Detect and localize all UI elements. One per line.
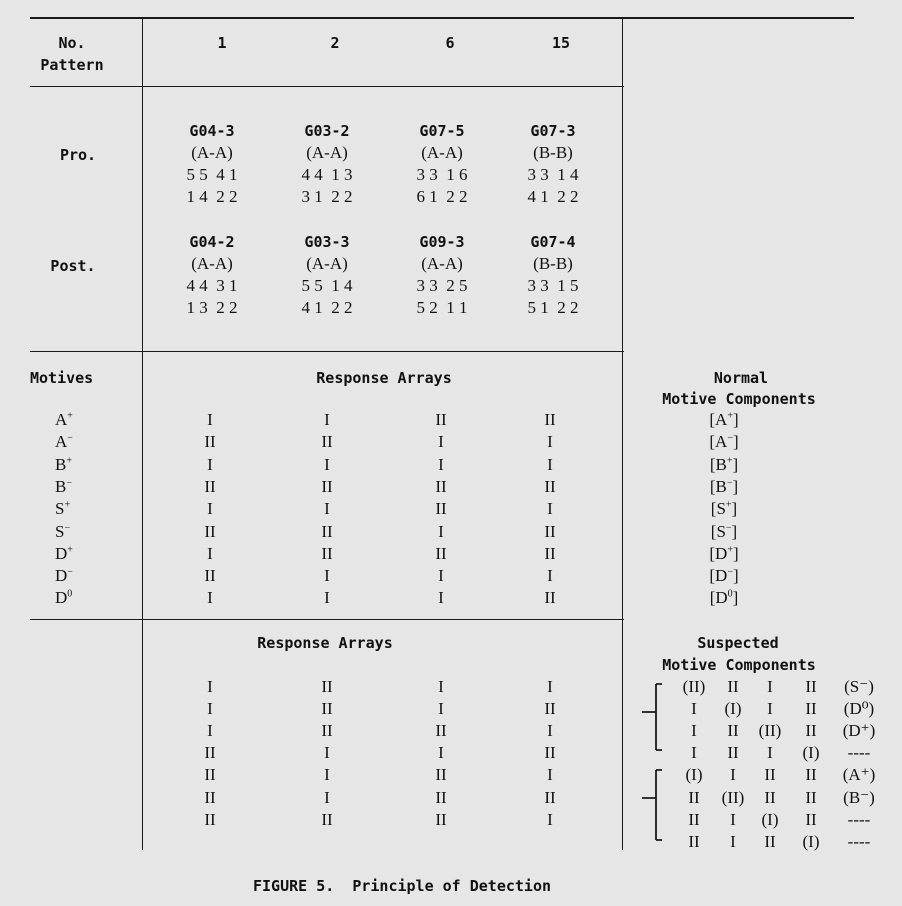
- response-value: I: [324, 410, 330, 429]
- suspected-value: (I): [802, 831, 820, 851]
- response-value: I: [438, 699, 444, 719]
- response-value: II: [321, 721, 333, 741]
- response-value: II: [204, 432, 216, 452]
- response-value: II: [435, 809, 447, 829]
- response-value: II: [544, 543, 556, 563]
- response-value: I: [547, 499, 553, 519]
- pattern-type: (A-A): [306, 254, 348, 273]
- suspected-tag: ----: [847, 831, 871, 851]
- motive-base: A: [55, 432, 68, 452]
- motive-base: B: [55, 454, 67, 474]
- suspected-motive-components-label: Motive Components: [662, 656, 816, 674]
- response-value: II: [435, 765, 447, 785]
- response-value: II: [321, 699, 333, 719]
- normal-component: $[D^0]$: [709, 588, 739, 608]
- response-value: II: [204, 566, 216, 586]
- suspected-value: (I): [685, 765, 703, 785]
- motive-sign: 0: [67, 588, 73, 600]
- response-value: I: [207, 410, 213, 429]
- response-value: I: [438, 743, 444, 763]
- suspected-value: I: [767, 677, 773, 696]
- suspected-value: I: [691, 743, 697, 763]
- pattern-digits-row: 5 5 1 4: [301, 276, 353, 295]
- motive-label: [55, 478, 72, 496]
- response-value: II: [435, 543, 447, 563]
- suspected-value: II: [727, 677, 739, 696]
- response-value: II: [204, 809, 216, 829]
- response-value: I: [324, 566, 330, 586]
- patterns-rule: [30, 351, 624, 352]
- suspected-value: I: [730, 809, 736, 829]
- motive-base: S: [55, 521, 65, 541]
- response-value: II: [435, 410, 447, 429]
- motives-rule: [30, 619, 624, 620]
- response-value: II: [204, 765, 216, 785]
- suspected-tag: ----: [847, 809, 871, 829]
- suspected-tag: (B⁻): [843, 787, 875, 807]
- normal-component: [S−]: [710, 521, 738, 541]
- component-sign: 0: [727, 588, 733, 600]
- response-value: II: [544, 787, 556, 807]
- response-value: II: [435, 721, 447, 741]
- pattern-number: 6: [445, 34, 455, 52]
- response-value: I: [547, 809, 553, 829]
- response-value: II: [544, 588, 556, 608]
- pattern-type: (B-B): [533, 254, 573, 273]
- suspected-value: (I): [761, 809, 779, 829]
- suspected-value: II: [688, 831, 700, 851]
- response-value: I: [324, 454, 330, 474]
- normal-component: [D−]: [709, 566, 739, 586]
- pattern-type: (A-A): [191, 254, 233, 273]
- motive-base: D: [55, 588, 68, 608]
- motive-label: [55, 523, 70, 541]
- pattern-code: G04-3: [189, 122, 235, 140]
- suspected-value: I: [691, 721, 697, 741]
- pattern-type: (A-A): [191, 143, 233, 162]
- suspected-value: II: [805, 677, 817, 696]
- component-base: S: [716, 499, 726, 519]
- normal-component: [B+]: [709, 454, 739, 474]
- motive-sign: +: [64, 499, 71, 511]
- normal-component: [B−]: [709, 476, 739, 496]
- response-value: I: [438, 566, 444, 586]
- pattern-number: 15: [551, 34, 571, 52]
- suspected-value: II: [727, 743, 739, 763]
- component-base: A: [715, 410, 728, 429]
- response-value: I: [547, 454, 553, 474]
- component-base: B: [715, 454, 727, 474]
- pattern-code: G07-4: [530, 233, 576, 251]
- pattern-digits-row: 1 3 2 2: [186, 298, 238, 317]
- response-value: I: [207, 721, 213, 741]
- suspected-value: II: [688, 787, 700, 807]
- motive-label: [55, 456, 72, 474]
- normal-component: [D+]: [709, 543, 739, 563]
- header-rule: [30, 86, 624, 87]
- motive-base: A: [55, 410, 68, 429]
- response-value: I: [207, 543, 213, 563]
- normal-component: [S+]: [710, 499, 738, 519]
- response-value: I: [438, 521, 444, 541]
- suspected-label: Suspected: [697, 634, 779, 652]
- suspected-tag: (D⁺): [842, 721, 876, 741]
- motive-base: B: [55, 476, 67, 496]
- response-value: I: [547, 566, 553, 586]
- pattern-code: G09-3: [419, 233, 465, 251]
- response-value: II: [321, 476, 333, 496]
- suspected-tag: (S⁻): [844, 677, 874, 696]
- pattern-code: G07-5: [419, 122, 465, 140]
- response-value: II: [544, 476, 556, 496]
- suspected-tag: ----: [847, 743, 871, 763]
- suspected-tag: (D⁰): [843, 699, 875, 719]
- component-sign: +: [726, 454, 733, 466]
- response-value: II: [435, 499, 447, 519]
- response-value: II: [204, 521, 216, 541]
- pattern-digits-row: 5 1 2 2: [527, 298, 579, 317]
- suspected-value: II: [805, 699, 817, 719]
- response-value: II: [544, 743, 556, 763]
- suspected-value: II: [764, 765, 776, 785]
- pattern-digits-row: 3 3 1 4: [527, 165, 579, 184]
- pattern-number: 2: [330, 34, 340, 52]
- response-value: I: [207, 677, 213, 696]
- pattern-digits-row: 4 4 3 1: [186, 276, 238, 295]
- pattern-digits-row: 3 1 2 2: [301, 187, 353, 206]
- suspected-value: I: [730, 831, 736, 851]
- motive-sign: +: [66, 454, 72, 466]
- pattern-digits-row: 5 2 1 1: [416, 298, 468, 317]
- pattern-digits-row: 3 3 1 6: [416, 165, 468, 184]
- component-sign: −: [727, 566, 733, 578]
- bracket-group-1: [640, 682, 664, 754]
- response-value: I: [207, 499, 213, 519]
- pattern-label: Pattern: [40, 56, 104, 74]
- motive-label: [55, 500, 70, 518]
- bracket-group-2: [640, 768, 664, 844]
- left-column-rule: [142, 17, 143, 850]
- response-value: I: [324, 588, 330, 608]
- suspected-value: I: [730, 765, 736, 785]
- normal-label: Normal: [713, 369, 769, 387]
- pattern-code: G03-2: [304, 122, 350, 140]
- motive-label: [55, 589, 72, 607]
- motive-sign: −: [66, 477, 72, 489]
- pattern-type: (A-A): [421, 143, 463, 162]
- component-base: B: [715, 476, 727, 496]
- motive-label: [55, 433, 73, 451]
- motive-base: D: [55, 543, 68, 563]
- response-value: II: [435, 787, 447, 807]
- suspected-value: II: [805, 721, 817, 741]
- pattern-code: G07-3: [530, 122, 576, 140]
- component-base: A: [715, 432, 728, 452]
- response-value: I: [547, 432, 553, 452]
- response-value: I: [324, 765, 330, 785]
- motive-sign: −: [64, 521, 71, 533]
- component-base: D: [715, 566, 728, 586]
- component-base: D: [715, 543, 728, 563]
- motive-label: [55, 411, 73, 429]
- pattern-digits-row: 4 1 2 2: [527, 187, 579, 206]
- suspected-value: I: [767, 743, 773, 763]
- response-value: II: [204, 743, 216, 763]
- pattern-code: G04-2: [189, 233, 235, 251]
- pattern-digits-row: 4 1 2 2: [301, 298, 353, 317]
- top-rule: [30, 17, 854, 19]
- response-value: II: [544, 699, 556, 719]
- right-column-rule: [622, 17, 623, 850]
- suspected-value: II: [805, 765, 817, 785]
- component-sign: −: [725, 521, 732, 533]
- pro-label: Pro.: [59, 146, 97, 164]
- component-sign: +: [725, 499, 732, 511]
- response-value: II: [544, 521, 556, 541]
- motive-label: [55, 545, 73, 563]
- response-value: I: [547, 677, 553, 696]
- response-value: I: [547, 721, 553, 741]
- pattern-type: (A-A): [421, 254, 463, 273]
- suspected-value: I: [767, 699, 773, 719]
- no-label: No.: [58, 34, 86, 52]
- response-value: II: [435, 476, 447, 496]
- response-value: I: [547, 765, 553, 785]
- response-value: I: [207, 699, 213, 719]
- pattern-digits-row: 5 5 4 1: [186, 165, 238, 184]
- response-value: I: [207, 588, 213, 608]
- suspected-value: (II): [758, 721, 782, 741]
- component-sign: +: [727, 544, 733, 556]
- pattern-digits-row: 4 4 1 3: [301, 165, 353, 184]
- normal-component: [A+]: [709, 410, 739, 429]
- suspected-value: (II): [682, 677, 706, 696]
- motive-sign: −: [67, 566, 73, 578]
- component-sign: +: [727, 410, 733, 422]
- response-arrays-heading-2: Response Arrays: [257, 634, 393, 652]
- response-value: II: [321, 809, 333, 829]
- pattern-code: G03-3: [304, 233, 350, 251]
- pattern-digits-row: 1 4 2 2: [186, 187, 238, 206]
- figure-caption: FIGURE 5. Principle of Detection: [252, 877, 552, 895]
- component-base: S: [716, 521, 726, 541]
- pattern-digits-row: 3 3 2 5: [416, 276, 468, 295]
- suspected-value: (I): [724, 699, 742, 719]
- normal-component: [A−]: [709, 432, 739, 452]
- response-value: I: [438, 588, 444, 608]
- pattern-digits-row: 3 3 1 5: [527, 276, 579, 295]
- response-arrays-heading: Response Arrays: [316, 369, 452, 387]
- component-sign: −: [727, 432, 733, 444]
- pattern-type: (A-A): [306, 143, 348, 162]
- component-sign: −: [726, 477, 733, 489]
- motives-label: Motives: [30, 369, 94, 387]
- suspected-value: II: [688, 809, 700, 829]
- pattern-digits-row: 6 1 2 2: [416, 187, 468, 206]
- response-value: II: [204, 476, 216, 496]
- motive-base: S: [55, 499, 65, 519]
- suspected-tag: (A⁺): [842, 765, 876, 785]
- suspected-value: II: [764, 831, 776, 851]
- response-value: II: [204, 787, 216, 807]
- suspected-value: II: [727, 721, 739, 741]
- response-value: I: [324, 787, 330, 807]
- response-value: I: [207, 454, 213, 474]
- post-label: Post.: [50, 257, 96, 275]
- response-value: I: [438, 432, 444, 452]
- suspected-value: (I): [802, 743, 820, 763]
- response-value: II: [321, 543, 333, 563]
- response-value: I: [438, 677, 444, 696]
- suspected-value: II: [805, 809, 817, 829]
- component-base: D: [715, 588, 728, 608]
- response-value: II: [321, 432, 333, 452]
- suspected-value: I: [691, 699, 697, 719]
- response-value: II: [544, 410, 556, 429]
- suspected-value: II: [805, 787, 817, 807]
- response-value: I: [324, 743, 330, 763]
- pattern-type: (B-B): [533, 143, 573, 162]
- motive-label: [55, 567, 73, 585]
- response-value: I: [438, 454, 444, 474]
- motive-sign: −: [67, 432, 73, 444]
- motive-base: D: [55, 566, 68, 586]
- normal-motive-components-label: Motive Components: [662, 390, 816, 408]
- response-value: II: [321, 677, 333, 696]
- motive-sign: +: [67, 544, 73, 556]
- response-value: I: [324, 499, 330, 519]
- suspected-value: II: [764, 787, 776, 807]
- motive-sign: +: [67, 410, 73, 422]
- pattern-number: 1: [217, 34, 227, 52]
- suspected-value: (II): [721, 787, 745, 807]
- response-value: II: [321, 521, 333, 541]
